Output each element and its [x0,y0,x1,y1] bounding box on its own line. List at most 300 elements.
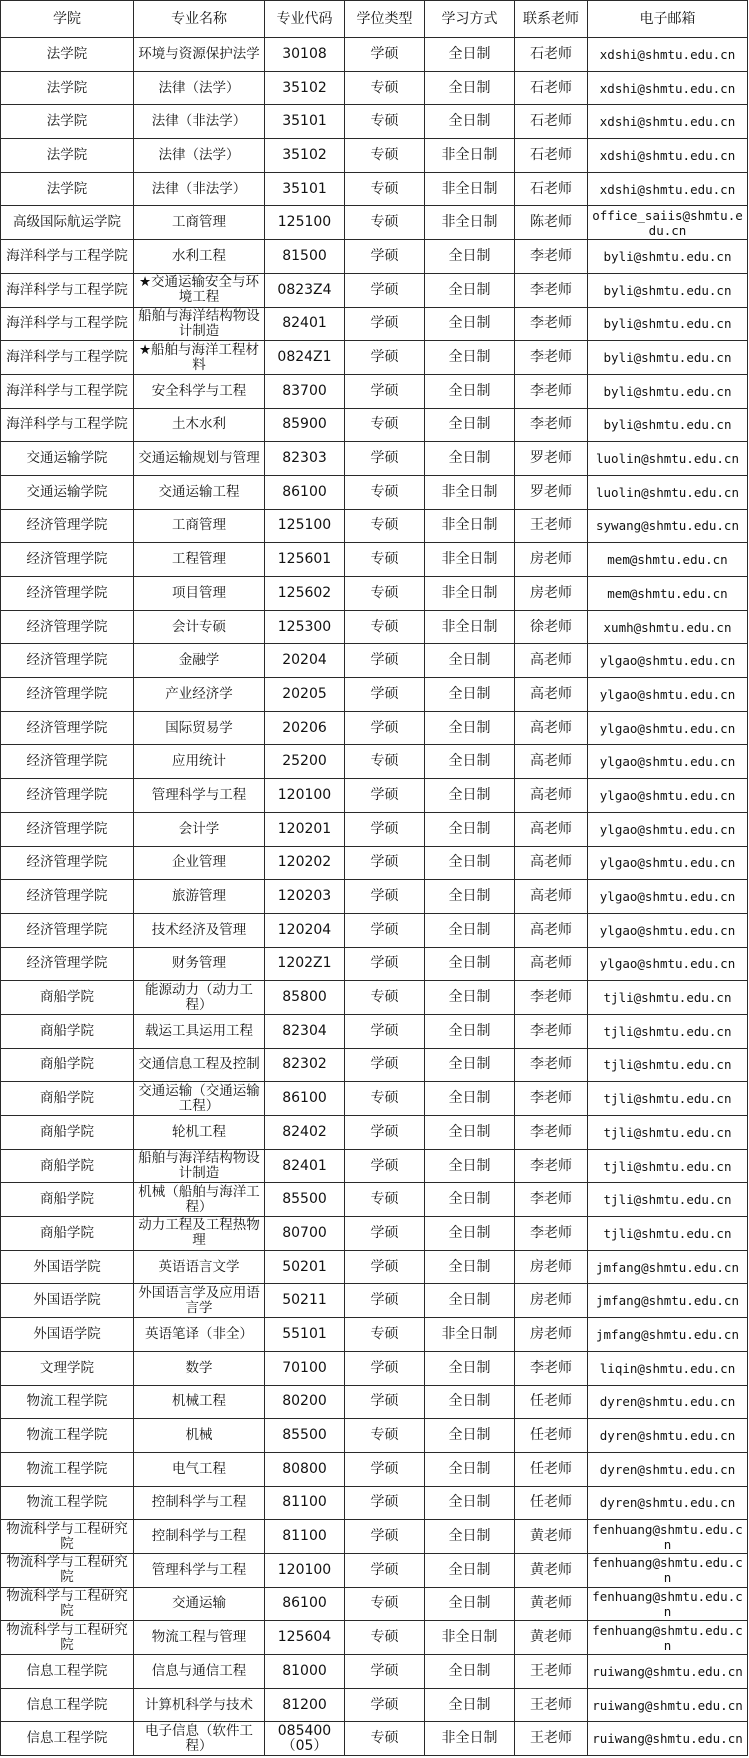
cell-email: liqin@shmtu.edu.cn [588,1351,748,1385]
cell-email: xdshi@shmtu.edu.cn [588,172,748,206]
cell-major-code: 70100 [265,1351,345,1385]
table-row [1,913,748,947]
cell-email: xdshi@shmtu.edu.cn [588,38,748,72]
cell-contact-teacher: 罗老师 [515,442,588,476]
cell-major-code: 125300 [265,610,345,644]
table-row [1,1284,748,1318]
cell-major-name: 动力工程及工程热物理 [134,1217,265,1251]
cell-college: 法学院 [1,71,134,105]
cell-email: dyren@shmtu.edu.cn [588,1486,748,1520]
cell-email: xdshi@shmtu.edu.cn [588,105,748,139]
cell-college: 海洋科学与工程学院 [1,273,134,307]
cell-contact-teacher: 高老师 [515,812,588,846]
cell-email: byli@shmtu.edu.cn [588,307,748,341]
cell-major-code: 120100 [265,779,345,813]
cell-contact-teacher: 李老师 [515,1149,588,1183]
cell-degree-type: 专硕 [345,610,425,644]
cell-major-name: 轮机工程 [134,1116,265,1150]
cell-major-name: 会计专硕 [134,610,265,644]
cell-major-code: 0823Z4 [265,273,345,307]
table-row [1,1183,748,1217]
cell-study-mode: 全日制 [425,711,515,745]
cell-contact-teacher: 任老师 [515,1419,588,1453]
cell-major-name: 应用统计 [134,745,265,779]
cell-college: 海洋科学与工程学院 [1,374,134,408]
cell-degree-type: 学硕 [345,374,425,408]
cell-study-mode: 非全日制 [425,543,515,577]
cell-major-code: 82402 [265,1116,345,1150]
cell-major-code: 85900 [265,408,345,442]
cell-college: 商船学院 [1,981,134,1015]
table-row [1,1520,748,1554]
header-major-name: 专业名称 [134,1,265,38]
cell-degree-type: 学硕 [345,1217,425,1251]
table-header-row [1,1,748,38]
cell-degree-type: 专硕 [345,1419,425,1453]
cell-degree-type: 专硕 [345,1082,425,1116]
cell-contact-teacher: 李老师 [515,1048,588,1082]
cell-email: byli@shmtu.edu.cn [588,408,748,442]
cell-study-mode: 全日制 [425,1284,515,1318]
cell-college: 经济管理学院 [1,644,134,678]
table-row [1,1587,748,1621]
cell-degree-type: 学硕 [345,678,425,712]
cell-college: 海洋科学与工程学院 [1,341,134,375]
cell-major-name: 载运工具运用工程 [134,1014,265,1048]
cell-major-name: 技术经济及管理 [134,913,265,947]
cell-major-code: 35101 [265,172,345,206]
table-row [1,307,748,341]
cell-degree-type: 专硕 [345,1722,425,1756]
cell-contact-teacher: 李老师 [515,1183,588,1217]
cell-email: tjli@shmtu.edu.cn [588,1116,748,1150]
cell-degree-type: 学硕 [345,1655,425,1689]
cell-degree-type: 专硕 [345,1587,425,1621]
cell-degree-type: 学硕 [345,240,425,274]
cell-degree-type: 专硕 [345,1318,425,1352]
cell-major-code: 120202 [265,846,345,880]
cell-major-code: 25200 [265,745,345,779]
cell-email: byli@shmtu.edu.cn [588,374,748,408]
cell-major-name: 国际贸易学 [134,711,265,745]
table-row [1,678,748,712]
cell-contact-teacher: 任老师 [515,1486,588,1520]
cell-major-name: 环境与资源保护法学 [134,38,265,72]
cell-contact-teacher: 黄老师 [515,1621,588,1655]
cell-major-code: 125601 [265,543,345,577]
cell-study-mode: 非全日制 [425,1621,515,1655]
cell-degree-type: 学硕 [345,38,425,72]
table-body [1,38,748,1756]
cell-major-name: 会计学 [134,812,265,846]
cell-major-code: 0824Z1 [265,341,345,375]
table-row [1,1116,748,1150]
table-row [1,981,748,1015]
cell-email: luolin@shmtu.edu.cn [588,475,748,509]
cell-email: tjli@shmtu.edu.cn [588,981,748,1015]
cell-study-mode: 全日制 [425,442,515,476]
cell-study-mode: 全日制 [425,1149,515,1183]
cell-degree-type: 专硕 [345,509,425,543]
cell-major-code: 30108 [265,38,345,72]
cell-contact-teacher: 房老师 [515,543,588,577]
cell-email: mem@shmtu.edu.cn [588,577,748,611]
cell-major-code: 86100 [265,1587,345,1621]
cell-email: dyren@shmtu.edu.cn [588,1452,748,1486]
cell-contact-teacher: 高老师 [515,745,588,779]
cell-email: tjli@shmtu.edu.cn [588,1183,748,1217]
table-row [1,408,748,442]
cell-major-name: 物流工程与管理 [134,1621,265,1655]
cell-degree-type: 专硕 [345,139,425,173]
cell-major-name: 工商管理 [134,206,265,240]
cell-email: ruiwang@shmtu.edu.cn [588,1722,748,1756]
cell-contact-teacher: 高老师 [515,947,588,981]
cell-contact-teacher: 李老师 [515,273,588,307]
table-row [1,341,748,375]
cell-major-name: 水利工程 [134,240,265,274]
cell-degree-type: 专硕 [345,577,425,611]
cell-email: jmfang@shmtu.edu.cn [588,1318,748,1352]
cell-study-mode: 全日制 [425,846,515,880]
cell-study-mode: 全日制 [425,981,515,1015]
cell-major-code: 125100 [265,206,345,240]
cell-study-mode: 全日制 [425,71,515,105]
cell-email: tjli@shmtu.edu.cn [588,1048,748,1082]
cell-college: 物流工程学院 [1,1486,134,1520]
cell-degree-type: 学硕 [345,1014,425,1048]
cell-major-code: 82304 [265,1014,345,1048]
cell-college: 商船学院 [1,1014,134,1048]
cell-contact-teacher: 李老师 [515,1082,588,1116]
table-row [1,1250,748,1284]
cell-study-mode: 全日制 [425,408,515,442]
table-row [1,240,748,274]
cell-major-name: 外国语言学及应用语言学 [134,1284,265,1318]
cell-study-mode: 非全日制 [425,475,515,509]
cell-college: 商船学院 [1,1048,134,1082]
cell-major-code: 82401 [265,1149,345,1183]
cell-email: byli@shmtu.edu.cn [588,240,748,274]
cell-major-name: 交通运输 [134,1587,265,1621]
cell-degree-type: 学硕 [345,846,425,880]
cell-email: jmfang@shmtu.edu.cn [588,1250,748,1284]
cell-study-mode: 全日制 [425,947,515,981]
table-row [1,206,748,240]
cell-study-mode: 全日制 [425,1452,515,1486]
table-row [1,442,748,476]
cell-college: 法学院 [1,139,134,173]
cell-email: ylgao@shmtu.edu.cn [588,711,748,745]
cell-study-mode: 全日制 [425,1688,515,1722]
cell-email: fenhuang@shmtu.edu.cn [588,1587,748,1621]
cell-study-mode: 全日制 [425,1048,515,1082]
table-row [1,273,748,307]
cell-college: 经济管理学院 [1,947,134,981]
table-row [1,139,748,173]
cell-major-code: 85800 [265,981,345,1015]
cell-college: 文理学院 [1,1351,134,1385]
cell-major-name: 交通运输（交通运输工程） [134,1082,265,1116]
cell-degree-type: 学硕 [345,1385,425,1419]
cell-contact-teacher: 高老师 [515,779,588,813]
cell-email: ylgao@shmtu.edu.cn [588,644,748,678]
cell-major-name: 旅游管理 [134,880,265,914]
cell-major-name: 管理科学与工程 [134,1553,265,1587]
cell-major-code: 120100 [265,1553,345,1587]
cell-email: office_saiis@shmtu.edu.cn [588,206,748,240]
cell-contact-teacher: 房老师 [515,1284,588,1318]
table-row [1,711,748,745]
cell-degree-type: 学硕 [345,644,425,678]
table-row [1,577,748,611]
cell-degree-type: 学硕 [345,1486,425,1520]
cell-college: 物流工程学院 [1,1385,134,1419]
cell-degree-type: 专硕 [345,408,425,442]
cell-college: 经济管理学院 [1,509,134,543]
cell-contact-teacher: 李老师 [515,307,588,341]
cell-major-name: 电子信息（软件工程） [134,1722,265,1756]
cell-degree-type: 学硕 [345,1250,425,1284]
cell-major-name: 机械（船舶与海洋工程） [134,1183,265,1217]
cell-degree-type: 学硕 [345,711,425,745]
cell-study-mode: 全日制 [425,880,515,914]
cell-college: 经济管理学院 [1,779,134,813]
header-email: 电子邮箱 [588,1,748,38]
cell-contact-teacher: 高老师 [515,644,588,678]
table-row [1,1688,748,1722]
table-row [1,846,748,880]
cell-college: 海洋科学与工程学院 [1,408,134,442]
table-row [1,745,748,779]
cell-major-code: 80700 [265,1217,345,1251]
cell-major-name: 工商管理 [134,509,265,543]
cell-contact-teacher: 李老师 [515,408,588,442]
cell-major-name: 计算机科学与技术 [134,1688,265,1722]
cell-contact-teacher: 房老师 [515,1250,588,1284]
cell-email: luolin@shmtu.edu.cn [588,442,748,476]
table-row [1,947,748,981]
cell-college: 物流科学与工程研究院 [1,1621,134,1655]
cell-major-code: 50201 [265,1250,345,1284]
cell-study-mode: 全日制 [425,307,515,341]
cell-college: 商船学院 [1,1183,134,1217]
table-row [1,172,748,206]
cell-college: 经济管理学院 [1,577,134,611]
header-major-code: 专业代码 [265,1,345,38]
cell-major-code: 81500 [265,240,345,274]
cell-major-code: 82302 [265,1048,345,1082]
cell-email: dyren@shmtu.edu.cn [588,1419,748,1453]
cell-major-name: 电气工程 [134,1452,265,1486]
cell-study-mode: 全日制 [425,1014,515,1048]
cell-major-name: 法律（法学） [134,139,265,173]
table-row [1,1621,748,1655]
cell-study-mode: 全日制 [425,812,515,846]
cell-email: ylgao@shmtu.edu.cn [588,678,748,712]
cell-major-name: 交通运输规划与管理 [134,442,265,476]
cell-study-mode: 全日制 [425,273,515,307]
cell-contact-teacher: 李老师 [515,1116,588,1150]
table-row [1,1553,748,1587]
cell-email: sywang@shmtu.edu.cn [588,509,748,543]
cell-degree-type: 学硕 [345,1452,425,1486]
cell-contact-teacher: 李老师 [515,1351,588,1385]
cell-degree-type: 学硕 [345,779,425,813]
cell-degree-type: 专硕 [345,543,425,577]
cell-email: mem@shmtu.edu.cn [588,543,748,577]
cell-contact-teacher: 黄老师 [515,1553,588,1587]
cell-major-name: 机械 [134,1419,265,1453]
table-row [1,1149,748,1183]
cell-contact-teacher: 黄老师 [515,1587,588,1621]
cell-college: 物流科学与工程研究院 [1,1520,134,1554]
cell-degree-type: 专硕 [345,1621,425,1655]
cell-major-code: 85500 [265,1419,345,1453]
table-row [1,1655,748,1689]
table-row [1,105,748,139]
table-row [1,1722,748,1756]
cell-college: 信息工程学院 [1,1722,134,1756]
cell-study-mode: 全日制 [425,1183,515,1217]
cell-email: ylgao@shmtu.edu.cn [588,880,748,914]
cell-degree-type: 学硕 [345,880,425,914]
cell-study-mode: 全日制 [425,38,515,72]
cell-degree-type: 专硕 [345,105,425,139]
cell-study-mode: 全日制 [425,1116,515,1150]
cell-college: 信息工程学院 [1,1655,134,1689]
cell-email: xdshi@shmtu.edu.cn [588,139,748,173]
cell-college: 物流科学与工程研究院 [1,1553,134,1587]
table-row [1,1082,748,1116]
cell-contact-teacher: 李老师 [515,374,588,408]
cell-email: fenhuang@shmtu.edu.cn [588,1621,748,1655]
cell-major-code: 83700 [265,374,345,408]
cell-major-name: 英语笔译（非全） [134,1318,265,1352]
cell-study-mode: 非全日制 [425,610,515,644]
cell-major-name: 管理科学与工程 [134,779,265,813]
cell-college: 商船学院 [1,1116,134,1150]
cell-email: byli@shmtu.edu.cn [588,341,748,375]
cell-contact-teacher: 王老师 [515,509,588,543]
cell-study-mode: 全日制 [425,1250,515,1284]
table-row [1,812,748,846]
cell-email: ylgao@shmtu.edu.cn [588,846,748,880]
cell-email: fenhuang@shmtu.edu.cn [588,1520,748,1554]
table-row [1,779,748,813]
cell-major-code: 81000 [265,1655,345,1689]
cell-college: 交通运输学院 [1,475,134,509]
cell-email: dyren@shmtu.edu.cn [588,1385,748,1419]
table-row [1,1048,748,1082]
table-row [1,1318,748,1352]
cell-contact-teacher: 高老师 [515,678,588,712]
header-college: 学院 [1,1,134,38]
cell-major-code: 82303 [265,442,345,476]
cell-college: 外国语学院 [1,1250,134,1284]
cell-major-name: 财务管理 [134,947,265,981]
cell-college: 经济管理学院 [1,610,134,644]
cell-contact-teacher: 高老师 [515,880,588,914]
cell-study-mode: 非全日制 [425,577,515,611]
cell-college: 经济管理学院 [1,880,134,914]
table-row [1,1452,748,1486]
cell-college: 法学院 [1,38,134,72]
cell-major-name: 英语语言文学 [134,1250,265,1284]
cell-major-code: 125100 [265,509,345,543]
cell-contact-teacher: 房老师 [515,1318,588,1352]
cell-contact-teacher: 徐老师 [515,610,588,644]
cell-email: tjli@shmtu.edu.cn [588,1217,748,1251]
cell-contact-teacher: 房老师 [515,577,588,611]
table-row [1,1217,748,1251]
cell-major-name: 信息与通信工程 [134,1655,265,1689]
cell-email: xumh@shmtu.edu.cn [588,610,748,644]
cell-study-mode: 非全日制 [425,172,515,206]
cell-college: 海洋科学与工程学院 [1,307,134,341]
table-row [1,1351,748,1385]
cell-degree-type: 学硕 [345,1048,425,1082]
cell-college: 经济管理学院 [1,711,134,745]
cell-college: 外国语学院 [1,1318,134,1352]
cell-major-name: 控制科学与工程 [134,1486,265,1520]
cell-major-code: 86100 [265,475,345,509]
cell-contact-teacher: 高老师 [515,913,588,947]
cell-degree-type: 学硕 [345,1149,425,1183]
cell-email: xdshi@shmtu.edu.cn [588,71,748,105]
cell-degree-type: 专硕 [345,475,425,509]
cell-contact-teacher: 高老师 [515,711,588,745]
cell-major-code: 35102 [265,139,345,173]
cell-contact-teacher: 李老师 [515,341,588,375]
cell-degree-type: 专硕 [345,206,425,240]
cell-major-name: 安全科学与工程 [134,374,265,408]
cell-major-code: 80800 [265,1452,345,1486]
table-row [1,1419,748,1453]
cell-contact-teacher: 李老师 [515,981,588,1015]
table-row [1,543,748,577]
cell-contact-teacher: 李老师 [515,1217,588,1251]
cell-email: tjli@shmtu.edu.cn [588,1014,748,1048]
header-study-mode: 学习方式 [425,1,515,38]
cell-major-code: 50211 [265,1284,345,1318]
cell-study-mode: 全日制 [425,1082,515,1116]
cell-contact-teacher: 石老师 [515,71,588,105]
cell-study-mode: 全日制 [425,779,515,813]
cell-major-name: 交通信息工程及控制 [134,1048,265,1082]
cell-degree-type: 学硕 [345,947,425,981]
cell-email: ylgao@shmtu.edu.cn [588,913,748,947]
cell-major-code: 20205 [265,678,345,712]
cell-contact-teacher: 王老师 [515,1688,588,1722]
table-row [1,374,748,408]
cell-major-code: 82401 [265,307,345,341]
cell-major-name: 企业管理 [134,846,265,880]
cell-degree-type: 学硕 [345,1688,425,1722]
cell-contact-teacher: 王老师 [515,1655,588,1689]
cell-study-mode: 非全日制 [425,509,515,543]
cell-email: ylgao@shmtu.edu.cn [588,745,748,779]
cell-email: jmfang@shmtu.edu.cn [588,1284,748,1318]
table-row [1,38,748,72]
cell-major-name: 法律（非法学） [134,172,265,206]
cell-college: 交通运输学院 [1,442,134,476]
cell-contact-teacher: 罗老师 [515,475,588,509]
cell-email: fenhuang@shmtu.edu.cn [588,1553,748,1587]
table-row [1,644,748,678]
cell-degree-type: 学硕 [345,1284,425,1318]
table-row [1,880,748,914]
